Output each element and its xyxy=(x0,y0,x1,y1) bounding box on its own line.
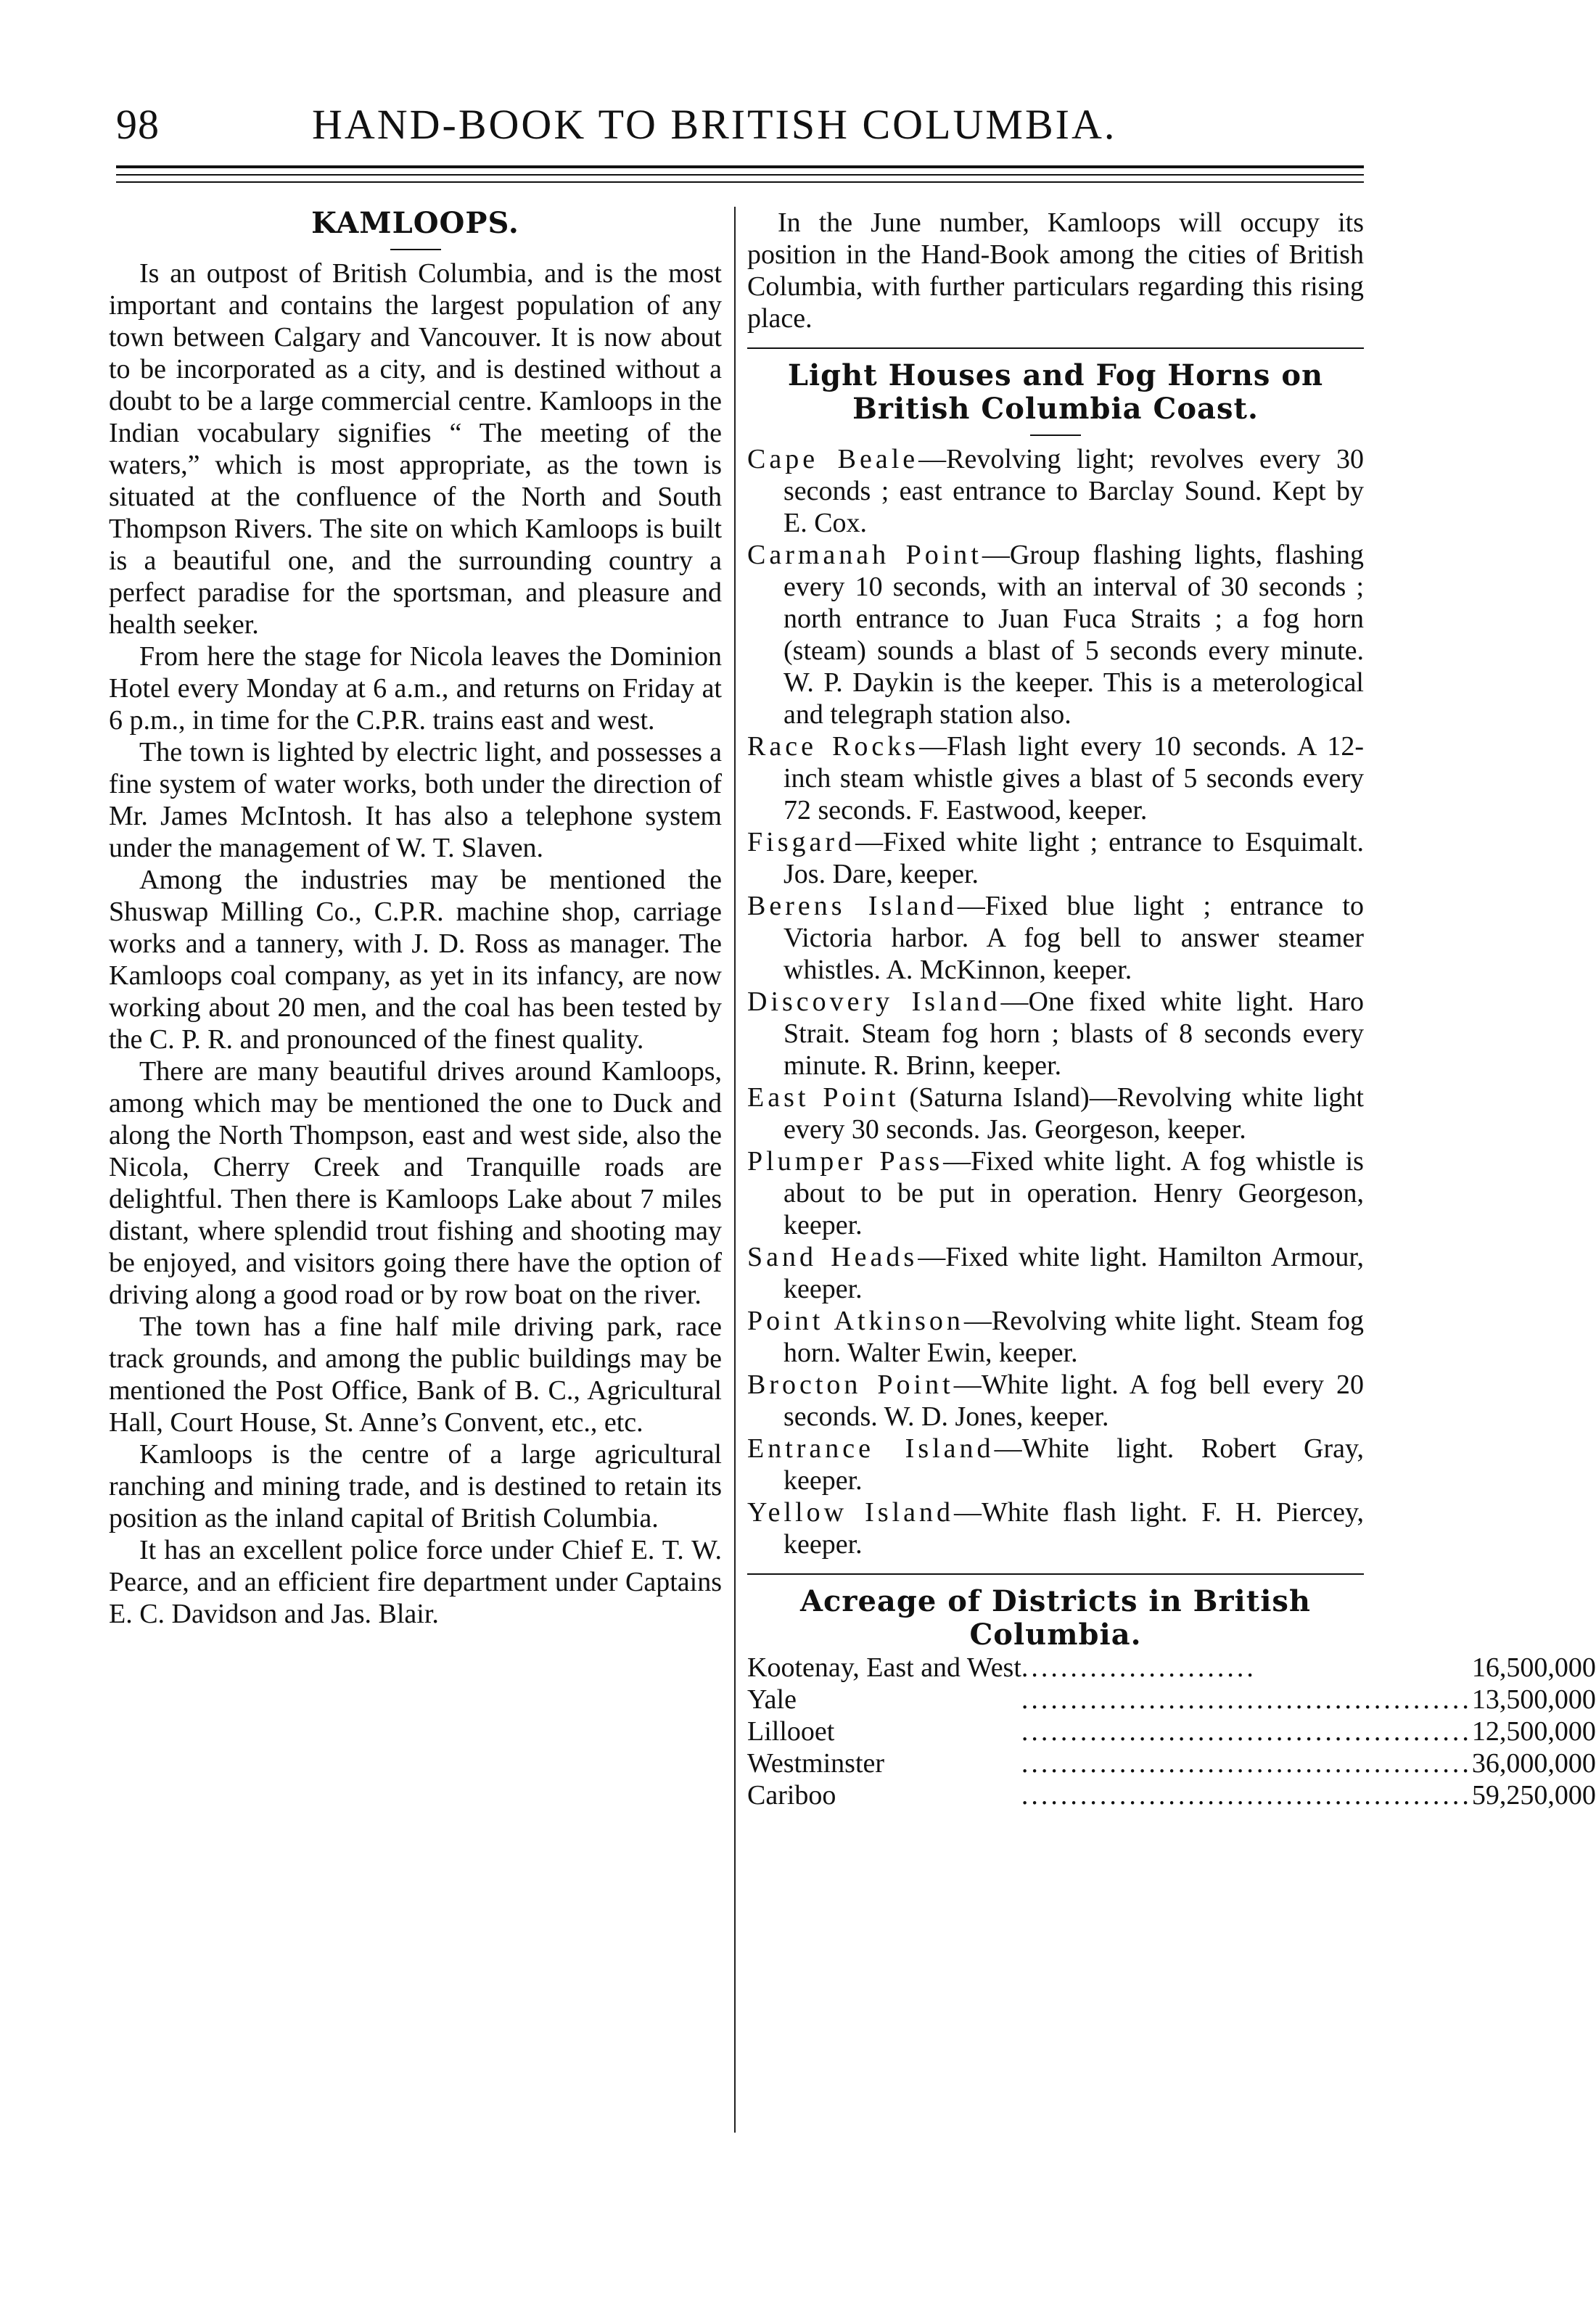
acreage-heading xyxy=(747,1585,1364,1652)
lighthouse-entry xyxy=(747,1082,1364,1145)
lighthouse-entry xyxy=(747,1305,1364,1369)
lighthouse-entry xyxy=(747,443,1364,539)
lighthouse-name: Berens Island xyxy=(747,891,958,921)
leader-dots: .............................................. xyxy=(1021,1716,1472,1747)
district-acres: 12,500,000 xyxy=(1471,1716,1596,1747)
lighthouse-detail: —Fixed white light. A fog whistle is about to be put in operation. Henry Georgeson, keeper. xyxy=(783,1146,1364,1240)
lighthouses-heading-line2: British Columbia Coast. xyxy=(852,392,1259,426)
kamloops-paragraph: The town is lighted by electric light, and possesses a fine system of water works, both under the direction of Mr. James McIntosh. It has also a telephone system under the management of W. T. Slaven. xyxy=(109,737,722,863)
lighthouse-entry xyxy=(747,1145,1364,1241)
lighthouse-name: Entrance Island xyxy=(747,1433,995,1464)
kamloops-heading: KAMLOOPS. xyxy=(311,206,519,240)
lighthouse-detail: —White flash light. F. H. Piercey, keeper. xyxy=(783,1497,1364,1560)
lighthouse-detail: —White light. A fog bell every 20 seconds. W. D. Jones, keeper. xyxy=(783,1370,1364,1432)
leader-dots: ........................ xyxy=(1021,1652,1256,1683)
leader-dots: .............................................. xyxy=(1021,1780,1472,1811)
lighthouse-name: Discovery Island xyxy=(747,987,1001,1017)
lighthouse-detail: —Fixed blue light ; entrance to Victoria harbor. A fog bell to answer steamer whistles. A. McKinnon, keeper. xyxy=(783,891,1364,985)
acreage-row xyxy=(747,1716,1596,1747)
lighthouse-name: Brocton Point xyxy=(747,1370,954,1400)
lighthouse-detail: (Saturna Island)—Revolving white light every 30 seconds. Jas. Georgeson, keeper. xyxy=(783,1082,1364,1145)
lighthouse-entry xyxy=(747,1496,1364,1560)
lighthouse-detail: —Fixed white light. Hamilton Armour, keeper. xyxy=(783,1242,1364,1304)
lighthouse-name: Sand Heads xyxy=(747,1242,918,1272)
kamloops-paragraph: From here the stage for Nicola leaves the Dominion Hotel every Monday at 6 a.m., and returns on Friday at 6 p.m., in time for the C.P.R. trains east and west. xyxy=(109,641,722,736)
right-column xyxy=(747,207,1596,1811)
district-acres: 59,250,000 xyxy=(1471,1780,1596,1811)
lighthouse-name: Cape Beale xyxy=(747,444,919,474)
left-column xyxy=(109,207,722,1630)
lighthouse-detail: —One fixed white light. Haro Strait. Steam fog horn ; blasts of 8 seconds every minute. R. Brinn, keeper. xyxy=(783,987,1364,1081)
acreage-row xyxy=(747,1652,1596,1684)
section-divider xyxy=(747,347,1364,349)
kamloops-paragraph: Kamloops is the centre of a large agricultural ranching and mining trade, and is destined to retain its position as the inland capital of British Columbia. xyxy=(109,1439,722,1533)
section-divider xyxy=(390,249,441,250)
acreage-row xyxy=(747,1684,1596,1716)
acreage-row xyxy=(747,1747,1596,1779)
lighthouse-entry xyxy=(747,986,1364,1082)
lighthouse-detail: —Revolving white light. Steam fog horn. Walter Ewin, keeper. xyxy=(783,1306,1365,1368)
kamloops-paragraph: The town has a fine half mile driving park, race track grounds, and among the public buildings may be mentioned the Post Office, Bank of B. C., Agricultural Hall, Court House, St. Anne’s Convent, etc., etc. xyxy=(109,1311,722,1438)
kamloops-paragraph: There are many beautiful drives around Kamloops, among which may be mentioned the one to Duck and along the North Thompson, east and west side, also the Nicola, Cherry Creek and Tranquille roads are delightful. Then there is Kamloops Lake about 7 miles distant, where splendid trout fishing and shooting may be enjoyed, and visitors going there have the option of driving along a good road or by row boat on the river. xyxy=(109,1056,722,1310)
lighthouse-detail: —Flash light every 10 seconds. A 12-inch steam whistle gives a blast of 5 seconds every 72 seconds. F. Eastwood, keeper. xyxy=(783,731,1364,825)
lighthouses-heading xyxy=(747,359,1364,426)
acreage-heading-line1: Acreage of Districts in British xyxy=(800,1584,1311,1618)
lighthouse-entry xyxy=(747,826,1364,890)
june-note: In the June number, Kamloops will occupy its position in the Hand-Book among the cities of British Columbia, with further particulars regarding this rising place. xyxy=(747,207,1364,334)
lighthouse-entry xyxy=(747,1369,1364,1433)
lighthouse-name: Fisgard xyxy=(747,827,855,857)
lighthouse-entry xyxy=(747,539,1364,730)
lighthouse-entry xyxy=(747,1241,1364,1305)
lighthouse-list xyxy=(747,443,1364,1560)
lighthouse-name: East Point xyxy=(747,1082,900,1113)
lighthouse-detail: —White light. Robert Gray, keeper. xyxy=(783,1433,1364,1496)
column-divider xyxy=(734,207,736,2133)
district-name: Westminster xyxy=(747,1748,885,1779)
lighthouse-entry xyxy=(747,1433,1364,1496)
district-acres: 16,500,000 xyxy=(1471,1652,1596,1683)
section-divider xyxy=(747,1573,1364,1575)
lighthouse-name: Plumper Pass xyxy=(747,1146,944,1177)
header-rule-thin-2 xyxy=(116,181,1364,183)
district-acres: 13,500,000 xyxy=(1471,1684,1596,1715)
page-header xyxy=(116,100,1364,151)
lighthouse-name: Yellow Island xyxy=(747,1497,955,1528)
lighthouse-entry xyxy=(747,890,1364,986)
district-name: Lillooet xyxy=(747,1716,835,1747)
lighthouse-detail: —Fixed white light ; entrance to Esquimalt. Jos. Dare, keeper. xyxy=(783,827,1364,889)
lighthouses-heading-line1: Light Houses and Fog Horns on xyxy=(787,358,1324,392)
leader-dots: .............................................. xyxy=(1021,1684,1472,1715)
kamloops-paragraph: Among the industries may be mentioned the Shuswap Milling Co., C.P.R. machine shop, carriage works and a tannery, with J. D. Ross as manager. The Kamloops coal company, as yet in its infancy, are now working about 20 men, and the coal has been tested by the C. P. R. and pronounced of the finest quality. xyxy=(109,865,722,1055)
lighthouse-name: Point Atkinson xyxy=(747,1306,964,1336)
section-divider xyxy=(1030,435,1081,436)
acreage-heading-line2: Columbia. xyxy=(969,1618,1142,1652)
page-number: 98 xyxy=(116,101,160,148)
lighthouse-entry xyxy=(747,730,1364,826)
header-rule-thin xyxy=(116,174,1364,176)
acreage-row xyxy=(747,1779,1596,1811)
district-acres: 36,000,000 xyxy=(1471,1748,1596,1779)
running-title: HAND-BOOK TO BRITISH COLUMBIA. xyxy=(312,101,1117,148)
district-name: Yale xyxy=(747,1684,797,1715)
kamloops-paragraph: Is an outpost of British Columbia, and is the most important and contains the largest population of any town between Calgary and Vancouver. It is now about to be incorporated as a city, and is destined without a doubt to be a large commercial centre. Kamloops in the Indian vocabulary signifies “ The meeting of the waters,” which is most appropriate, as the town is situated at the confluence of the North and South Thompson Rivers. The site on which Kamloops is built is a beautiful one, and the surrounding country a perfect paradise for the sportsman, and pleasure and health seeker. xyxy=(109,258,722,640)
lighthouse-detail: —Revolving light; revolves every 30 seconds ; east entrance to Barclay Sound. Kept by E. Cox. xyxy=(783,444,1364,538)
lighthouse-detail: —Group flashing lights, flashing every 10 seconds, with an interval of 30 seconds ; north entrance to Juan Fuca Straits ; a fog horn (steam) sounds a blast of 5 seconds every minute. W. P. Daykin is the keeper. This is a meterological and telegraph station also. xyxy=(783,540,1364,730)
leader-dots: .............................................. xyxy=(1021,1748,1472,1779)
district-name: Cariboo xyxy=(747,1780,836,1811)
lighthouse-name: Carmanah Point xyxy=(747,540,982,570)
acreage-table xyxy=(747,1652,1596,1811)
kamloops-paragraph: It has an excellent police force under Chief E. T. W. Pearce, and an efficient fire department under Captains E. C. Davidson and Jas. Blair. xyxy=(109,1535,722,1629)
lighthouse-name: Race Rocks xyxy=(747,731,920,762)
district-name: Kootenay, East and West xyxy=(747,1652,1021,1683)
header-rule-thick xyxy=(116,165,1364,168)
